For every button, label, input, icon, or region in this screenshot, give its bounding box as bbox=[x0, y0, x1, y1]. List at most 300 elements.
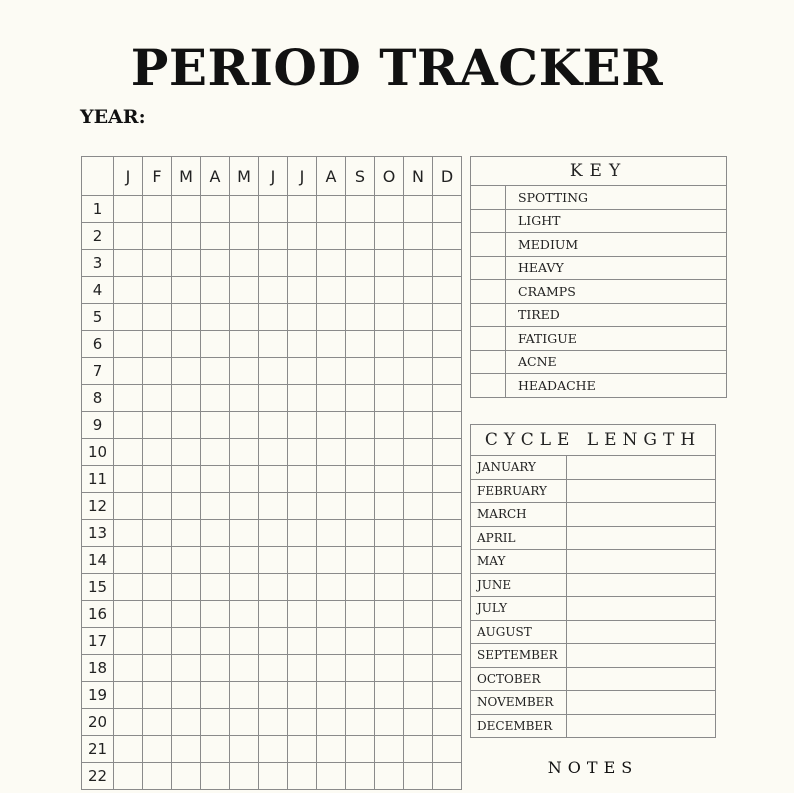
tracker-cell[interactable] bbox=[375, 655, 404, 682]
tracker-cell[interactable] bbox=[404, 574, 433, 601]
tracker-cell[interactable] bbox=[317, 736, 346, 763]
tracker-cell[interactable] bbox=[172, 520, 201, 547]
tracker-cell[interactable] bbox=[172, 466, 201, 493]
key-swatch[interactable] bbox=[471, 233, 506, 257]
tracker-cell[interactable] bbox=[317, 385, 346, 412]
tracker-cell[interactable] bbox=[433, 412, 462, 439]
tracker-cell[interactable] bbox=[317, 223, 346, 250]
tracker-cell[interactable] bbox=[346, 439, 375, 466]
tracker-cell[interactable] bbox=[404, 439, 433, 466]
tracker-cell[interactable] bbox=[288, 331, 317, 358]
tracker-cell[interactable] bbox=[201, 277, 230, 304]
key-swatch[interactable] bbox=[471, 186, 506, 210]
tracker-cell[interactable] bbox=[288, 709, 317, 736]
cycle-length-field[interactable] bbox=[567, 644, 716, 668]
tracker-cell[interactable] bbox=[433, 682, 462, 709]
tracker-cell[interactable] bbox=[172, 655, 201, 682]
tracker-cell[interactable] bbox=[114, 439, 143, 466]
cycle-length-field[interactable] bbox=[567, 620, 716, 644]
tracker-cell[interactable] bbox=[375, 763, 404, 790]
cycle-length-field[interactable] bbox=[567, 503, 716, 527]
tracker-cell[interactable] bbox=[346, 223, 375, 250]
tracker-cell[interactable] bbox=[172, 250, 201, 277]
tracker-cell[interactable] bbox=[346, 358, 375, 385]
tracker-cell[interactable] bbox=[433, 277, 462, 304]
tracker-cell[interactable] bbox=[201, 439, 230, 466]
tracker-cell[interactable] bbox=[346, 412, 375, 439]
tracker-cell[interactable] bbox=[259, 250, 288, 277]
tracker-cell[interactable] bbox=[230, 628, 259, 655]
tracker-cell[interactable] bbox=[201, 655, 230, 682]
cycle-month-label: MARCH bbox=[471, 503, 567, 527]
tracker-cell[interactable] bbox=[259, 439, 288, 466]
tracker-cell[interactable] bbox=[288, 385, 317, 412]
tracker-cell[interactable] bbox=[433, 358, 462, 385]
tracker-cell[interactable] bbox=[375, 520, 404, 547]
key-swatch[interactable] bbox=[471, 280, 506, 304]
tracker-cell[interactable] bbox=[143, 736, 172, 763]
tracker-cell[interactable] bbox=[114, 709, 143, 736]
tracker-cell[interactable] bbox=[433, 385, 462, 412]
tracker-cell[interactable] bbox=[230, 466, 259, 493]
tracker-cell[interactable] bbox=[201, 223, 230, 250]
tracker-cell[interactable] bbox=[172, 331, 201, 358]
tracker-cell[interactable] bbox=[404, 331, 433, 358]
cycle-month-label: OCTOBER bbox=[471, 667, 567, 691]
tracker-cell[interactable] bbox=[317, 547, 346, 574]
tracker-cell[interactable] bbox=[114, 763, 143, 790]
tracker-cell[interactable] bbox=[404, 682, 433, 709]
tracker-cell[interactable] bbox=[375, 412, 404, 439]
tracker-cell[interactable] bbox=[114, 358, 143, 385]
cycle-length-field[interactable] bbox=[567, 573, 716, 597]
tracker-cell[interactable] bbox=[404, 466, 433, 493]
tracker-cell[interactable] bbox=[404, 196, 433, 223]
tracker-cell[interactable] bbox=[259, 601, 288, 628]
tracker-cell[interactable] bbox=[288, 439, 317, 466]
tracker-cell[interactable] bbox=[114, 682, 143, 709]
tracker-cell[interactable] bbox=[346, 736, 375, 763]
tracker-cell[interactable] bbox=[201, 736, 230, 763]
year-label: YEAR: bbox=[80, 106, 146, 128]
tracker-cell[interactable] bbox=[143, 655, 172, 682]
key-swatch[interactable] bbox=[471, 303, 506, 327]
tracker-cell[interactable] bbox=[259, 520, 288, 547]
tracker-cell[interactable] bbox=[433, 655, 462, 682]
cycle-length-field[interactable] bbox=[567, 597, 716, 621]
tracker-cell[interactable] bbox=[172, 493, 201, 520]
tracker-cell[interactable] bbox=[172, 358, 201, 385]
tracker-cell[interactable] bbox=[259, 655, 288, 682]
tracker-cell[interactable] bbox=[259, 574, 288, 601]
tracker-cell[interactable] bbox=[172, 709, 201, 736]
tracker-cell[interactable] bbox=[259, 385, 288, 412]
tracker-cell[interactable] bbox=[172, 223, 201, 250]
tracker-cell[interactable] bbox=[404, 628, 433, 655]
tracker-cell[interactable] bbox=[288, 520, 317, 547]
tracker-cell[interactable] bbox=[114, 277, 143, 304]
tracker-cell[interactable] bbox=[317, 763, 346, 790]
tracker-cell[interactable] bbox=[433, 601, 462, 628]
tracker-cell[interactable] bbox=[317, 277, 346, 304]
tracker-cell[interactable] bbox=[201, 331, 230, 358]
tracker-cell[interactable] bbox=[201, 547, 230, 574]
key-swatch[interactable] bbox=[471, 256, 506, 280]
tracker-cell[interactable] bbox=[404, 655, 433, 682]
tracker-cell[interactable] bbox=[404, 736, 433, 763]
tracker-cell[interactable] bbox=[404, 385, 433, 412]
tracker-cell[interactable] bbox=[288, 223, 317, 250]
key-swatch[interactable] bbox=[471, 350, 506, 374]
tracker-cell[interactable] bbox=[259, 736, 288, 763]
tracker-cell[interactable] bbox=[433, 547, 462, 574]
tracker-cell[interactable] bbox=[346, 655, 375, 682]
tracker-cell[interactable] bbox=[201, 304, 230, 331]
tracker-cell[interactable] bbox=[172, 277, 201, 304]
tracker-cell[interactable] bbox=[346, 520, 375, 547]
tracker-cell[interactable] bbox=[259, 304, 288, 331]
tracker-cell[interactable] bbox=[230, 196, 259, 223]
tracker-cell[interactable] bbox=[201, 520, 230, 547]
tracker-cell[interactable] bbox=[172, 682, 201, 709]
tracker-cell[interactable] bbox=[172, 574, 201, 601]
tracker-cell[interactable] bbox=[230, 520, 259, 547]
notes-title: NOTES bbox=[547, 758, 639, 777]
tracker-cell[interactable] bbox=[317, 655, 346, 682]
tracker-cell[interactable] bbox=[375, 439, 404, 466]
tracker-cell[interactable] bbox=[143, 520, 172, 547]
tracker-cell[interactable] bbox=[114, 493, 143, 520]
tracker-cell[interactable] bbox=[259, 466, 288, 493]
tracker-cell[interactable] bbox=[172, 763, 201, 790]
cycle-length-field[interactable] bbox=[567, 714, 716, 738]
tracker-cell[interactable] bbox=[172, 736, 201, 763]
tracker-cell[interactable] bbox=[317, 574, 346, 601]
tracker-cell[interactable] bbox=[114, 466, 143, 493]
tracker-cell[interactable] bbox=[317, 196, 346, 223]
tracker-cell[interactable] bbox=[172, 412, 201, 439]
tracker-cell[interactable] bbox=[114, 655, 143, 682]
tracker-cell[interactable] bbox=[317, 709, 346, 736]
tracker-cell[interactable] bbox=[375, 466, 404, 493]
cycle-month-label: JUNE bbox=[471, 573, 567, 597]
tracker-cell[interactable] bbox=[433, 763, 462, 790]
tracker-cell[interactable] bbox=[346, 709, 375, 736]
tracker-cell[interactable] bbox=[114, 196, 143, 223]
tracker-cell[interactable] bbox=[143, 385, 172, 412]
day-row bbox=[82, 331, 462, 358]
tracker-cell[interactable] bbox=[201, 358, 230, 385]
month-header: J bbox=[259, 157, 288, 196]
tracker-cell[interactable] bbox=[288, 601, 317, 628]
tracker-cell[interactable] bbox=[259, 358, 288, 385]
tracker-cell[interactable] bbox=[201, 385, 230, 412]
tracker-cell[interactable] bbox=[201, 412, 230, 439]
tracker-cell[interactable] bbox=[201, 196, 230, 223]
tracker-cell[interactable] bbox=[259, 682, 288, 709]
tracker-cell[interactable] bbox=[317, 628, 346, 655]
tracker-cell[interactable] bbox=[201, 466, 230, 493]
tracker-cell[interactable] bbox=[346, 574, 375, 601]
tracker-cell[interactable] bbox=[404, 547, 433, 574]
tracker-cell[interactable] bbox=[317, 304, 346, 331]
tracker-cell[interactable] bbox=[433, 250, 462, 277]
tracker-cell[interactable] bbox=[172, 547, 201, 574]
tracker-cell[interactable] bbox=[288, 493, 317, 520]
tracker-cell[interactable] bbox=[114, 223, 143, 250]
tracker-cell[interactable] bbox=[346, 466, 375, 493]
tracker-cell[interactable] bbox=[433, 736, 462, 763]
tracker-cell[interactable] bbox=[288, 304, 317, 331]
tracker-cell[interactable] bbox=[143, 412, 172, 439]
tracker-cell[interactable] bbox=[375, 601, 404, 628]
key-swatch[interactable] bbox=[471, 209, 506, 233]
tracker-cell[interactable] bbox=[288, 574, 317, 601]
tracker-cell[interactable] bbox=[143, 493, 172, 520]
cycle-length-field[interactable] bbox=[567, 550, 716, 574]
tracker-cell[interactable] bbox=[433, 574, 462, 601]
tracker-cell[interactable] bbox=[404, 601, 433, 628]
tracker-cell[interactable] bbox=[288, 547, 317, 574]
tracker-cell[interactable] bbox=[375, 736, 404, 763]
tracker-cell[interactable] bbox=[346, 196, 375, 223]
tracker-cell[interactable] bbox=[143, 601, 172, 628]
tracker-cell[interactable] bbox=[375, 304, 404, 331]
tracker-cell[interactable] bbox=[288, 628, 317, 655]
tracker-cell[interactable] bbox=[259, 277, 288, 304]
tracker-cell[interactable] bbox=[346, 682, 375, 709]
tracker-cell[interactable] bbox=[201, 709, 230, 736]
tracker-cell[interactable] bbox=[143, 277, 172, 304]
tracker-cell[interactable] bbox=[375, 277, 404, 304]
tracker-cell[interactable] bbox=[317, 466, 346, 493]
tracker-cell[interactable] bbox=[143, 331, 172, 358]
tracker-cell[interactable] bbox=[317, 250, 346, 277]
tracker-cell[interactable] bbox=[172, 439, 201, 466]
tracker-cell[interactable] bbox=[201, 493, 230, 520]
tracker-cell[interactable] bbox=[346, 547, 375, 574]
tracker-cell[interactable] bbox=[404, 358, 433, 385]
tracker-cell[interactable] bbox=[143, 682, 172, 709]
tracker-cell[interactable] bbox=[288, 655, 317, 682]
tracker-cell[interactable] bbox=[375, 547, 404, 574]
tracker-cell[interactable] bbox=[375, 709, 404, 736]
tracker-cell[interactable] bbox=[433, 304, 462, 331]
tracker-cell[interactable] bbox=[172, 385, 201, 412]
tracker-cell[interactable] bbox=[433, 439, 462, 466]
tracker-cell[interactable] bbox=[172, 196, 201, 223]
tracker-cell[interactable] bbox=[346, 601, 375, 628]
tracker-cell[interactable] bbox=[143, 466, 172, 493]
day-number: 16 bbox=[82, 601, 114, 628]
tracker-cell[interactable] bbox=[230, 682, 259, 709]
tracker-cell[interactable] bbox=[317, 412, 346, 439]
tracker-cell[interactable] bbox=[201, 628, 230, 655]
tracker-cell[interactable] bbox=[375, 223, 404, 250]
tracker-cell[interactable] bbox=[230, 385, 259, 412]
tracker-cell[interactable] bbox=[317, 601, 346, 628]
tracker-cell[interactable] bbox=[317, 520, 346, 547]
tracker-cell[interactable] bbox=[230, 223, 259, 250]
tracker-cell[interactable] bbox=[230, 655, 259, 682]
tracker-cell[interactable] bbox=[317, 493, 346, 520]
tracker-cell[interactable] bbox=[404, 763, 433, 790]
tracker-cell[interactable] bbox=[114, 385, 143, 412]
tracker-cell[interactable] bbox=[346, 250, 375, 277]
tracker-cell[interactable] bbox=[346, 763, 375, 790]
cycle-length-field[interactable] bbox=[567, 456, 716, 480]
tracker-cell[interactable] bbox=[288, 412, 317, 439]
tracker-cell[interactable] bbox=[114, 547, 143, 574]
day-row bbox=[82, 493, 462, 520]
tracker-cell[interactable] bbox=[346, 385, 375, 412]
tracker-cell[interactable] bbox=[433, 196, 462, 223]
tracker-cell[interactable] bbox=[230, 277, 259, 304]
tracker-cell[interactable] bbox=[433, 709, 462, 736]
tracker-cell[interactable] bbox=[230, 547, 259, 574]
tracker-cell[interactable] bbox=[317, 331, 346, 358]
tracker-cell[interactable] bbox=[114, 250, 143, 277]
tracker-cell[interactable] bbox=[230, 304, 259, 331]
tracker-cell[interactable] bbox=[201, 763, 230, 790]
tracker-cell[interactable] bbox=[288, 682, 317, 709]
tracker-cell[interactable] bbox=[288, 250, 317, 277]
tracker-cell[interactable] bbox=[375, 358, 404, 385]
tracker-cell[interactable] bbox=[230, 412, 259, 439]
tracker-cell[interactable] bbox=[114, 628, 143, 655]
tracker-cell[interactable] bbox=[259, 709, 288, 736]
tracker-cell[interactable] bbox=[433, 223, 462, 250]
tracker-cell[interactable] bbox=[259, 196, 288, 223]
tracker-cell[interactable] bbox=[259, 223, 288, 250]
tracker-cell[interactable] bbox=[172, 304, 201, 331]
tracker-cell[interactable] bbox=[114, 304, 143, 331]
tracker-cell[interactable] bbox=[433, 493, 462, 520]
cycle-length-field[interactable] bbox=[567, 526, 716, 550]
tracker-cell[interactable] bbox=[433, 331, 462, 358]
tracker-cell[interactable] bbox=[259, 412, 288, 439]
tracker-cell[interactable] bbox=[230, 493, 259, 520]
tracker-cell[interactable] bbox=[288, 736, 317, 763]
tracker-cell[interactable] bbox=[375, 574, 404, 601]
tracker-cell[interactable] bbox=[143, 304, 172, 331]
tracker-cell[interactable] bbox=[114, 520, 143, 547]
tracker-cell[interactable] bbox=[288, 277, 317, 304]
tracker-cell[interactable] bbox=[346, 331, 375, 358]
tracker-cell[interactable] bbox=[230, 709, 259, 736]
tracker-cell[interactable] bbox=[143, 709, 172, 736]
tracker-cell[interactable] bbox=[346, 304, 375, 331]
tracker-cell[interactable] bbox=[346, 628, 375, 655]
tracker-cell[interactable] bbox=[375, 331, 404, 358]
tracker-cell[interactable] bbox=[404, 412, 433, 439]
cycle-length-field[interactable] bbox=[567, 667, 716, 691]
tracker-cell[interactable] bbox=[143, 223, 172, 250]
tracker-cell[interactable] bbox=[375, 250, 404, 277]
tracker-cell[interactable] bbox=[404, 223, 433, 250]
tracker-cell[interactable] bbox=[172, 601, 201, 628]
tracker-cell[interactable] bbox=[230, 439, 259, 466]
tracker-cell[interactable] bbox=[230, 574, 259, 601]
tracker-cell[interactable] bbox=[404, 709, 433, 736]
tracker-cell[interactable] bbox=[259, 628, 288, 655]
tracker-cell[interactable] bbox=[317, 682, 346, 709]
tracker-cell[interactable] bbox=[114, 736, 143, 763]
tracker-cell[interactable] bbox=[201, 682, 230, 709]
tracker-cell[interactable] bbox=[114, 574, 143, 601]
tracker-cell[interactable] bbox=[375, 628, 404, 655]
tracker-cell[interactable] bbox=[375, 196, 404, 223]
tracker-cell[interactable] bbox=[404, 250, 433, 277]
day-number: 6 bbox=[82, 331, 114, 358]
tracker-cell[interactable] bbox=[143, 358, 172, 385]
tracker-cell[interactable] bbox=[288, 358, 317, 385]
tracker-cell[interactable] bbox=[288, 466, 317, 493]
tracker-cell[interactable] bbox=[346, 493, 375, 520]
key-swatch[interactable] bbox=[471, 327, 506, 351]
day-row bbox=[82, 520, 462, 547]
tracker-cell[interactable] bbox=[404, 493, 433, 520]
tracker-cell[interactable] bbox=[172, 628, 201, 655]
tracker-cell[interactable] bbox=[317, 358, 346, 385]
key-swatch[interactable] bbox=[471, 374, 506, 398]
key-row bbox=[471, 350, 727, 374]
tracker-cell[interactable] bbox=[259, 763, 288, 790]
tracker-cell[interactable] bbox=[143, 439, 172, 466]
tracker-cell[interactable] bbox=[375, 493, 404, 520]
cycle-length-field[interactable] bbox=[567, 691, 716, 715]
tracker-cell[interactable] bbox=[230, 736, 259, 763]
tracker-cell[interactable] bbox=[404, 304, 433, 331]
tracker-cell[interactable] bbox=[114, 412, 143, 439]
tracker-cell[interactable] bbox=[143, 196, 172, 223]
tracker-cell[interactable] bbox=[259, 547, 288, 574]
tracker-cell[interactable] bbox=[114, 331, 143, 358]
tracker-cell[interactable] bbox=[259, 493, 288, 520]
tracker-cell[interactable] bbox=[230, 331, 259, 358]
tracker-cell[interactable] bbox=[375, 682, 404, 709]
tracker-cell[interactable] bbox=[317, 439, 346, 466]
tracker-cell[interactable] bbox=[201, 601, 230, 628]
day-row bbox=[82, 601, 462, 628]
tracker-cell[interactable] bbox=[346, 277, 375, 304]
day-number: 12 bbox=[82, 493, 114, 520]
tracker-cell[interactable] bbox=[433, 520, 462, 547]
cycle-length-field[interactable] bbox=[567, 479, 716, 503]
tracker-cell[interactable] bbox=[259, 331, 288, 358]
day-number: 2 bbox=[82, 223, 114, 250]
tracker-cell[interactable] bbox=[201, 574, 230, 601]
tracker-cell[interactable] bbox=[143, 547, 172, 574]
tracker-cell[interactable] bbox=[230, 763, 259, 790]
tracker-cell[interactable] bbox=[143, 250, 172, 277]
tracker-cell[interactable] bbox=[143, 628, 172, 655]
tracker-cell[interactable] bbox=[230, 601, 259, 628]
tracker-cell[interactable] bbox=[288, 763, 317, 790]
tracker-cell[interactable] bbox=[201, 250, 230, 277]
tracker-cell[interactable] bbox=[433, 628, 462, 655]
tracker-cell[interactable] bbox=[433, 466, 462, 493]
tracker-cell[interactable] bbox=[143, 574, 172, 601]
tracker-cell[interactable] bbox=[114, 601, 143, 628]
tracker-cell[interactable] bbox=[230, 250, 259, 277]
tracker-cell[interactable] bbox=[375, 385, 404, 412]
tracker-cell[interactable] bbox=[230, 358, 259, 385]
tracker-cell[interactable] bbox=[288, 196, 317, 223]
tracker-cell[interactable] bbox=[404, 520, 433, 547]
tracker-cell[interactable] bbox=[404, 277, 433, 304]
tracker-cell[interactable] bbox=[143, 763, 172, 790]
